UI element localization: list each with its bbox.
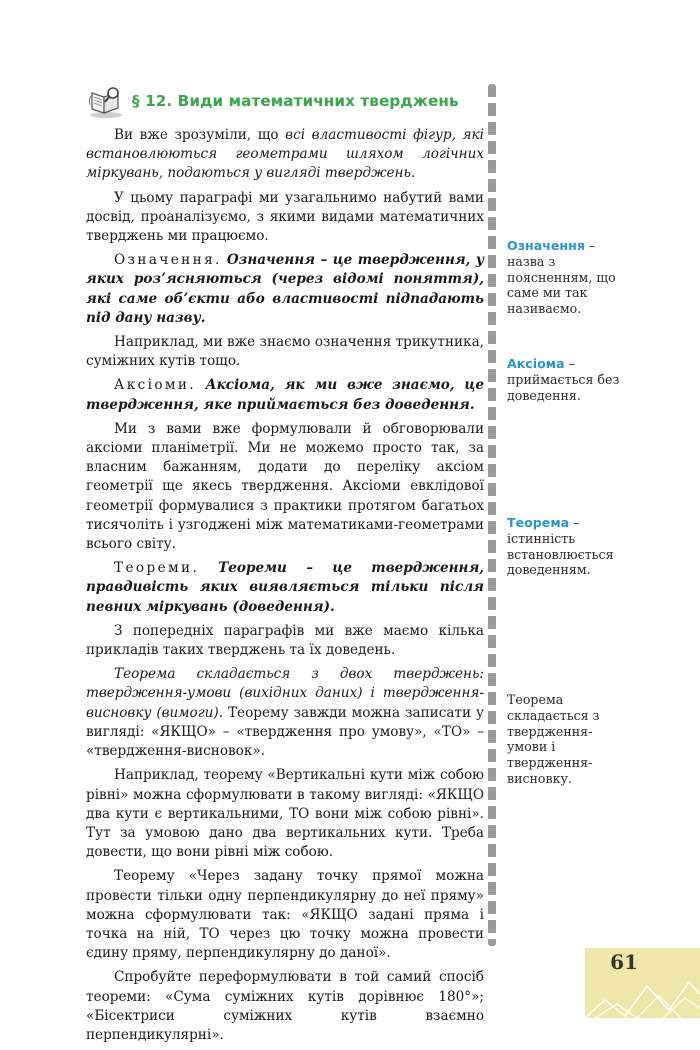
paragraph-axiom (86, 376, 484, 414)
definition-text: Означення – це твердження, у яких роз’ясняються (через відомі поняття), які саме об’єкти або властивості підпадають під дану назву. (86, 252, 484, 326)
paragraph-perpendicular: Теорему «Через задану точку прямої можна провести тільки одну перпендикулярну до неї пряму» можна сформулювати так: «ЯКЩО задані пряма і точка на ній, ТО через цю точку можна провести єдину пряму, перпендикулярну до даної». (86, 868, 484, 962)
sidenote-theorem-structure-text: Теорема складається з твердження-умови і твердження-висновку. (507, 692, 600, 786)
book-with-magnifier-icon (88, 85, 124, 119)
sidenote-theorem (507, 515, 627, 578)
paragraph-overview: У цьому параграфі ми узагальнимо набутий вами досвід, проаналізуємо, з якими видами математичних тверджень ми працюємо. (86, 189, 484, 245)
paragraph-intro (86, 126, 484, 184)
paragraph-definition (86, 251, 484, 328)
section-title: § 12. Види математичних тверджень (132, 92, 459, 111)
main-column (86, 84, 484, 1050)
theorem-structure-italic: Теорема складається з двох тверджень: твердження-умови (вихідних даних) і твердження-висновку (вимоги). (86, 666, 484, 721)
paragraph-theorem (86, 559, 484, 617)
definition-label: Означення. (114, 252, 222, 269)
sidenote-theorem-structure (507, 692, 627, 787)
sidenote-definition (507, 238, 627, 317)
section-heading (88, 84, 484, 120)
sidenote-axiom-term: Аксіома (507, 356, 565, 371)
page-number: 61 (610, 950, 638, 974)
intro-italic-text: всі властивості фігур, які встановлюються геометрами шляхом логічних міркувань, подаються у вигляді тверджень. (86, 127, 484, 182)
sidenote-theorem-term: Теорема (507, 515, 570, 530)
axiom-text: Аксіома, як ми вже знаємо, це твердження, яке приймається без доведення. (86, 377, 484, 413)
margin-divider (488, 84, 496, 946)
theorem-label: Теореми. (114, 560, 200, 577)
paragraph-vertical-angles: Наприклад, теорему «Вертикальні кути між собою рівні» можна сформулювати в такому вигляді: «ЯКЩО два кути є вертикальними, ТО вони між собою рівні». Тут за умовою дано два вертикальних кути. Треба довести, що вони рівні між собою. (86, 767, 484, 861)
paragraph-theorem-examples: З попередніх параграфів ми вже маємо кілька прикладів таких тверджень та їх доведень. (86, 622, 484, 659)
intro-text: Ви вже зрозуміли, що (114, 127, 286, 143)
sidenote-axiom (507, 356, 627, 403)
page-corner (585, 948, 700, 1018)
theorem-text: Теореми – це твердження, правдивість яких виявляється тільки після певних міркувань (доведення). (86, 560, 484, 615)
paragraph-definition-example: Наприклад, ми вже знаємо означення трикутника, суміжних кутів тощо. (86, 334, 484, 370)
sidenote-axiom-text: – приймається без доведення. (507, 356, 620, 403)
paragraph-exercise: Спробуйте переформулювати в той самий спосіб теореми: «Сума суміжних кутів дорівнює 180°»; «Бісектриси суміжних кутів взаємно перпендикулярні». (86, 969, 484, 1043)
paragraph-theorem-structure (86, 665, 484, 761)
sidenote-theorem-text: – істинність встановлюється доведенням. (507, 515, 614, 578)
axiom-label: Аксіоми. (114, 377, 197, 394)
theorem-structure-text: Теорему завжди можна записати у вигляді: «ЯКЩО» – «твердження про умову», «ТО» – «твердження-висновок». (86, 704, 484, 760)
paragraph-axiom-detail: Ми з вами вже формулювали й обговорювали аксіоми планіметрії. Ми не можемо просто так, за власним бажанням, додати до переліку аксіом геометрії ще якесь твердження. Аксіоми евклідової геометрії формувалися з практики протягом багатьох тисячоліть і узгоджені між математиками-геометрами всього світу. (86, 420, 484, 553)
sidenote-definition-text: – назва з поясненням, що саме ми так називаємо. (507, 238, 616, 317)
sidenote-definition-term: Означення (507, 238, 585, 253)
